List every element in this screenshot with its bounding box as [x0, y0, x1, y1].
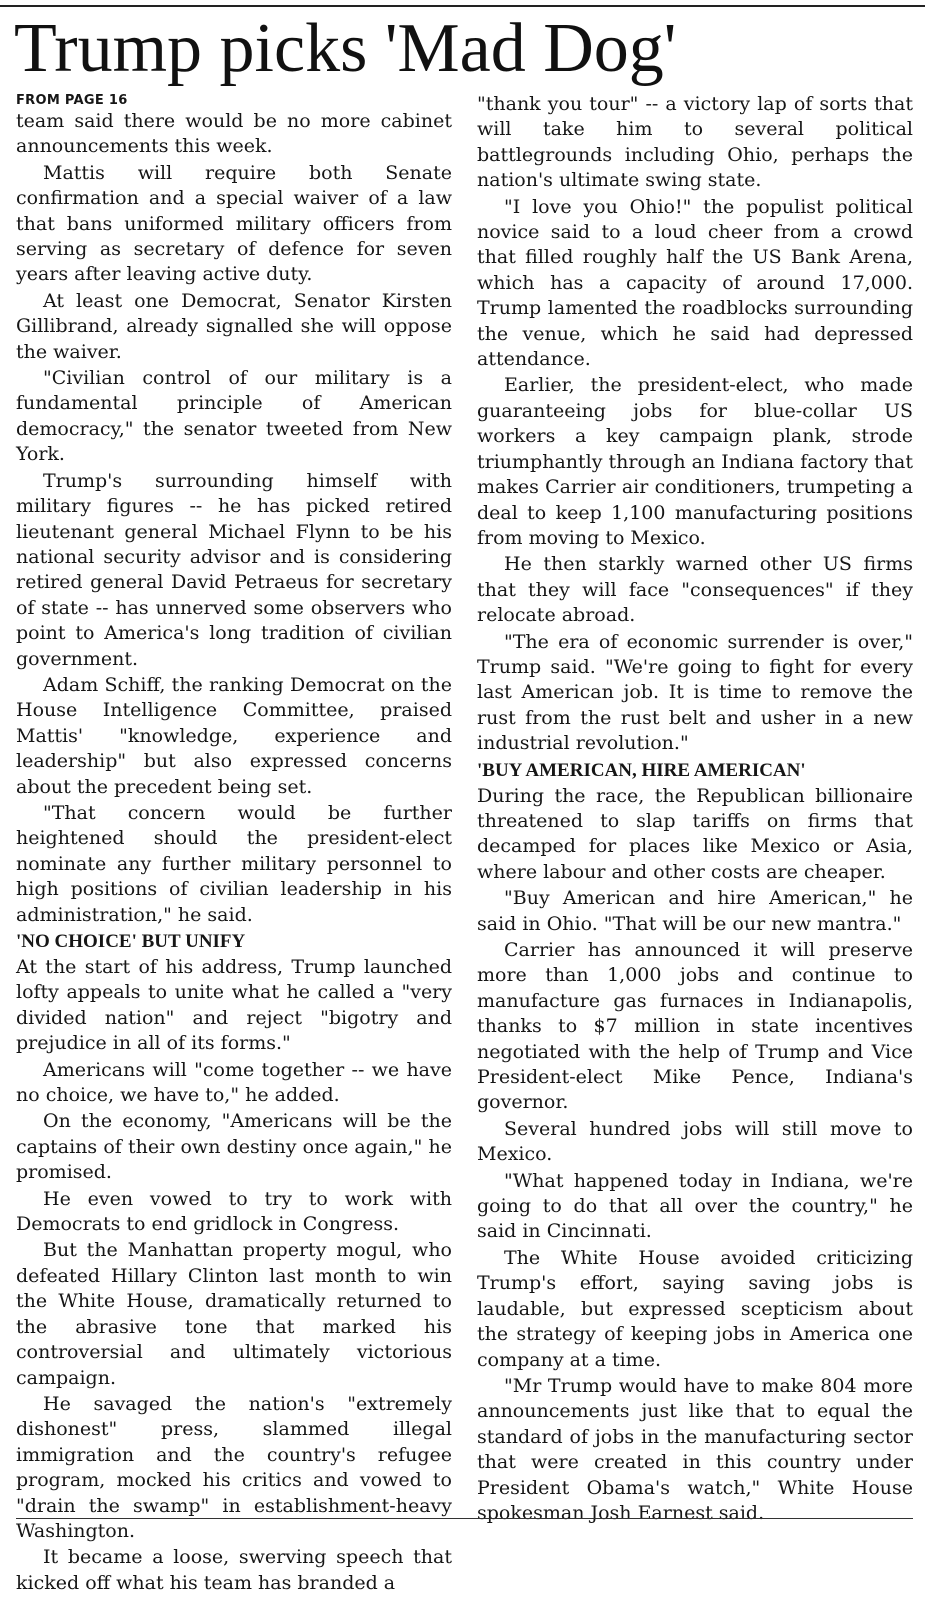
paragraph: "The era of economic surrender is over," Trump said. "We're going to fight for every last American job. It is time to remove the rust from the rust belt and usher in a new industrial revolution." [477, 630, 913, 755]
paragraph: At the start of his address, Trump launched lofty appeals to unite what he called a "very divided nation" and reject "bigotry and prejudice in all of its forms." [16, 956, 452, 1055]
paragraph: It became a loose, swerving speech that kicked off what his team has branded a [16, 1546, 452, 1594]
paragraph: But the Manhattan property mogul, who defeated Hillary Clinton last month to win the White House, dramatically returned to the abrasive tone that marked his controversial and ultimately victorious campaign. [16, 1239, 452, 1389]
paragraph: team said there would be no more cabinet announcements this week. [16, 110, 452, 158]
paragraph: He then starkly warned other US firms that they will face "consequences" if they relocate abroad. [477, 553, 913, 627]
left-column [16, 92, 452, 1597]
paragraph: He even vowed to try to work with Democrats to end gridlock in Congress. [16, 1187, 452, 1236]
paragraph: "Civilian control of our military is a fundamental principle of American democracy," the senator tweeted from New York. [16, 367, 452, 466]
subheading: 'BUY AMERICAN, HIRE AMERICAN' [477, 759, 806, 781]
paragraph: "I love you Ohio!" the populist political novice said to a loud cheer from a crowd that filled roughly half the US Bank Arena, which has a capacity of around 17,000. Trump lamented the roadblocks surrounding the venue, which he said had depressed attendance. [477, 195, 913, 371]
paragraph: He savaged the nation's "extremely dishonest" press, slammed illegal immigration and the country's refugee program, mocked his critics and vowed to "drain the swamp" in establishment-heavy Washington. [16, 1392, 452, 1542]
paragraph: Earlier, the president-elect, who made guaranteeing jobs for blue-collar US workers a key campaign plank, strode triumphantly through an Indiana factory that makes Carrier air conditioners, trumpeting a deal to keep 1,100 manufacturing positions from moving to Mexico. [477, 374, 913, 549]
paragraph: "That concern would be further heightened should the president-elect nominate any further military personnel to high positions of civilian leadership in his administration," he said. [16, 801, 452, 926]
top-rule [0, 5, 925, 7]
paragraph: On the economy, "Americans will be the captains of their own destiny once again," he promised. [16, 1110, 452, 1184]
paragraph: The White House avoided criticizing Trump's effort, saying saving jobs is laudable, but expressed scepticism about the strategy of keeping jobs in America one company at a time. [477, 1246, 913, 1371]
right-column [477, 92, 913, 1527]
paragraph: Trump's surrounding himself with military figures -- he has picked retired lieutenant general Michael Flynn to be his national security advisor and is considering retired general David Petraeus for secretary of state -- has unnerved some observers who point to America's long tradition of civilian government. [16, 469, 452, 670]
subheading: 'NO CHOICE' BUT UNIFY [16, 931, 246, 952]
paragraph: During the race, the Republican billionaire threatened to slap tariffs on firms that decamped for places like Mexico or Asia, where labour and other costs are cheaper. [477, 784, 913, 883]
paragraph: Adam Schiff, the ranking Democrat on the House Intelligence Committee, praised Mattis' "knowledge, experience and leadership" but also expressed concerns about the precedent being set. [16, 673, 452, 798]
paragraph: Carrier has announced it will preserve more than 1,000 jobs and continue to manufacture gas furnaces in Indianapolis, thanks to $7 million in state incentives negotiated with the help of Trump and Vice President-elect Mike Pence, Indiana's governor. [477, 939, 913, 1114]
paragraph: At least one Democrat, Senator Kirsten Gillibrand, already signalled she will oppose the waiver. [16, 289, 452, 363]
paragraph: Mattis will require both Senate confirmation and a special waiver of a law that bans uniformed military officers from serving as secretary of defence for seven years after leaving active duty. [16, 161, 452, 286]
paragraph: "thank you tour" -- a victory lap of sorts that will take him to several political battlegrounds including Ohio, perhaps the nation's ultimate swing state. [477, 93, 913, 192]
headline: Trump picks 'Mad Dog' [14, 10, 677, 87]
paragraph: "What happened today in Indiana, we're going to do that all over the country," he said in Cincinnati. [477, 1169, 913, 1243]
paragraph: "Mr Trump would have to make 804 more announcements just like that to equal the standard of jobs in the manufacturing sector that were created in this country under President Obama's watch," White House spokesman Josh Earnest said. [477, 1374, 913, 1524]
dateline: FROM PAGE 16 [16, 93, 128, 108]
bottom-rule [16, 1518, 913, 1519]
paragraph: Americans will "come together -- we have no choice, we have to," he added. [16, 1058, 452, 1107]
paragraph: Several hundred jobs will still move to Mexico. [477, 1117, 913, 1166]
paragraph: "Buy American and hire American," he said in Ohio. "That will be our new mantra." [477, 887, 913, 935]
